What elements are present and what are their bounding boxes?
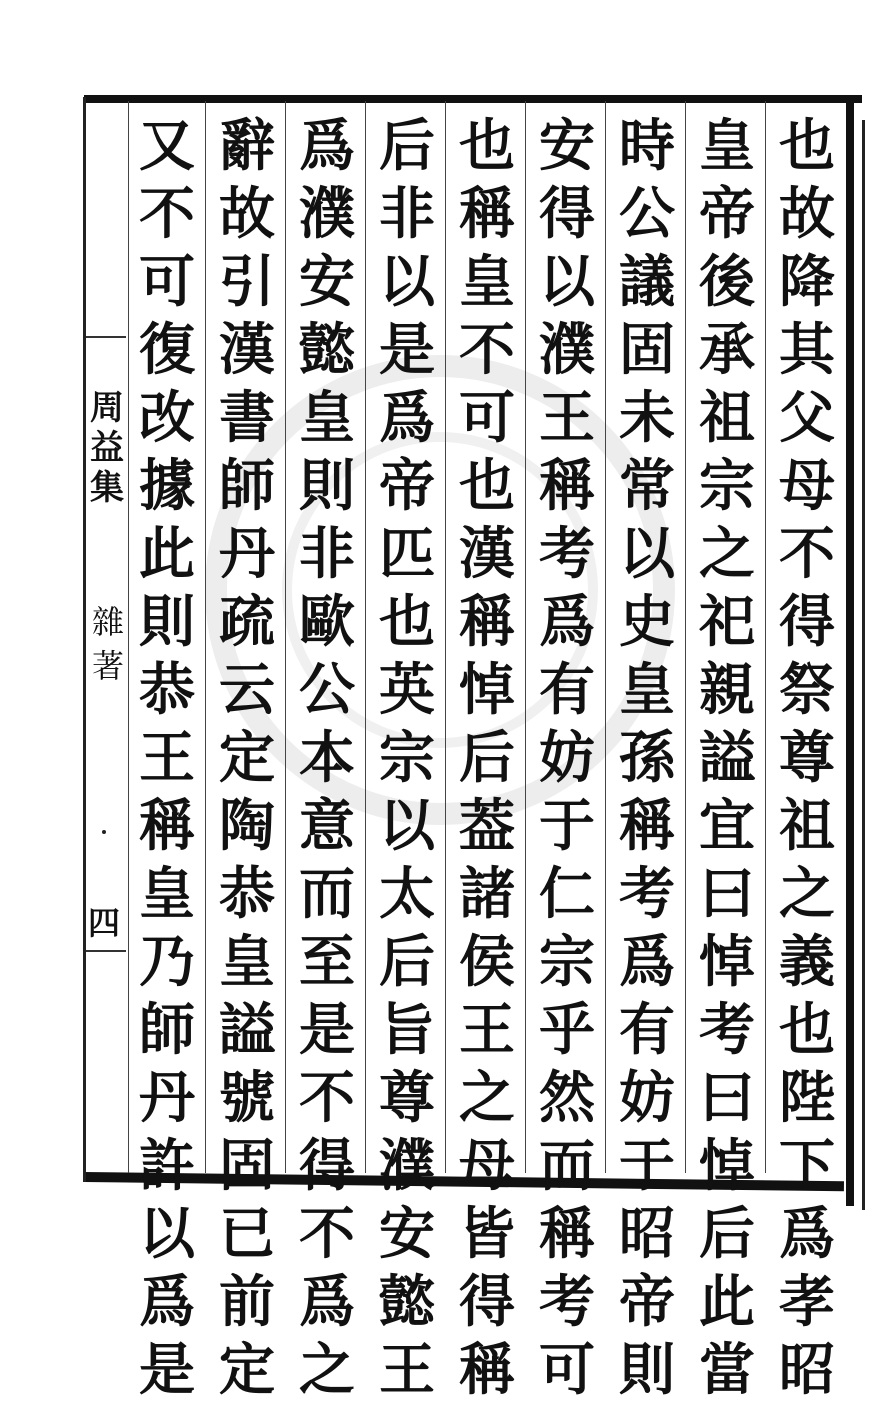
text-glyph: 以 bbox=[379, 249, 435, 315]
text-glyph: 也 bbox=[779, 113, 835, 179]
text-glyph: 得 bbox=[459, 1269, 515, 1335]
text-glyph: 祖 bbox=[699, 385, 755, 451]
text-glyph: 可 bbox=[139, 249, 195, 315]
text-glyph: 孫 bbox=[619, 725, 675, 791]
text-glyph: 爲 bbox=[619, 929, 675, 995]
text-glyph: 稱 bbox=[619, 793, 675, 859]
text-glyph: 也 bbox=[459, 453, 515, 519]
text-glyph: 固 bbox=[619, 317, 675, 383]
text-glyph: 謚 bbox=[699, 725, 755, 791]
text-glyph: 固 bbox=[219, 1133, 275, 1199]
text-glyph: 匹 bbox=[379, 521, 435, 587]
text-glyph: 爲 bbox=[779, 1201, 835, 1267]
text-glyph: 父 bbox=[779, 385, 835, 451]
text-glyph: 皆 bbox=[459, 1201, 515, 1267]
text-glyph: 宜 bbox=[699, 793, 755, 859]
text-glyph: 悼 bbox=[699, 1133, 755, 1199]
text-glyph: 而 bbox=[299, 861, 355, 927]
text-glyph: 議 bbox=[619, 249, 675, 315]
column-rule bbox=[128, 101, 129, 1173]
text-glyph: 史 bbox=[619, 589, 675, 655]
text-glyph: 皇 bbox=[459, 249, 515, 315]
text-glyph: 云 bbox=[219, 657, 275, 723]
text-glyph: 濮 bbox=[539, 317, 595, 383]
text-glyph: 其 bbox=[779, 317, 835, 383]
text-glyph: 書 bbox=[219, 385, 275, 451]
text-glyph: 稱 bbox=[539, 453, 595, 519]
text-glyph: 乎 bbox=[539, 997, 595, 1063]
text-glyph: 疏 bbox=[219, 589, 275, 655]
text-glyph: 昭 bbox=[619, 1201, 675, 1267]
text-glyph: 本 bbox=[299, 725, 355, 791]
banxin-lower-mark bbox=[86, 950, 126, 952]
banxin-section-label bbox=[88, 600, 128, 688]
text-column bbox=[770, 112, 844, 1403]
text-glyph: 定 bbox=[219, 1337, 275, 1403]
text-glyph: 故 bbox=[779, 181, 835, 247]
text-glyph: 考 bbox=[619, 861, 675, 927]
text-glyph: 以 bbox=[379, 793, 435, 859]
banxin-title bbox=[92, 388, 122, 508]
text-glyph: 爲 bbox=[539, 589, 595, 655]
text-glyph: 悼 bbox=[699, 929, 755, 995]
text-glyph: 考 bbox=[539, 1269, 595, 1335]
text-glyph: 可 bbox=[539, 1337, 595, 1403]
text-glyph: 爲 bbox=[139, 1269, 195, 1335]
text-glyph: 母 bbox=[779, 453, 835, 519]
text-glyph: 據 bbox=[139, 453, 195, 519]
text-glyph: 師 bbox=[139, 997, 195, 1063]
text-glyph: 太 bbox=[379, 861, 435, 927]
text-glyph: 不 bbox=[139, 181, 195, 247]
text-glyph: 之 bbox=[699, 521, 755, 587]
text-glyph: 也 bbox=[779, 997, 835, 1063]
text-glyph: 懿 bbox=[379, 1269, 435, 1335]
text-glyph: 漢 bbox=[219, 317, 275, 383]
text-glyph: 英 bbox=[379, 657, 435, 723]
frame-left-border bbox=[83, 97, 86, 1182]
text-glyph: 孝 bbox=[779, 1269, 835, 1335]
text-glyph: 恭 bbox=[139, 657, 195, 723]
banxin-title-char: 益 bbox=[90, 428, 124, 468]
column-rule bbox=[285, 101, 286, 1173]
text-glyph: 然 bbox=[539, 1065, 595, 1131]
text-glyph: 定 bbox=[219, 725, 275, 791]
text-glyph: 下 bbox=[779, 1133, 835, 1199]
text-glyph: 之 bbox=[779, 861, 835, 927]
banxin-title-char: 集 bbox=[90, 468, 124, 508]
text-glyph: 引 bbox=[219, 249, 275, 315]
text-glyph: 旨 bbox=[379, 997, 435, 1063]
text-glyph: 辭 bbox=[219, 113, 275, 179]
text-glyph: 仁 bbox=[539, 861, 595, 927]
text-glyph: 而 bbox=[539, 1133, 595, 1199]
text-glyph: 得 bbox=[779, 589, 835, 655]
text-glyph: 以 bbox=[539, 249, 595, 315]
text-glyph: 祖 bbox=[779, 793, 835, 859]
text-glyph: 非 bbox=[379, 181, 435, 247]
text-glyph: 親 bbox=[699, 657, 755, 723]
banxin-upper-mark bbox=[86, 336, 126, 338]
text-glyph: 以 bbox=[139, 1201, 195, 1267]
text-glyph: 妨 bbox=[619, 1065, 675, 1131]
text-glyph: 后 bbox=[379, 929, 435, 995]
text-glyph: 昭 bbox=[779, 1337, 835, 1403]
text-glyph: 之 bbox=[299, 1337, 355, 1403]
text-glyph: 也 bbox=[459, 113, 515, 179]
text-glyph: 時 bbox=[619, 113, 675, 179]
text-glyph: 承 bbox=[699, 317, 755, 383]
text-glyph: 祭 bbox=[779, 657, 835, 723]
text-glyph: 號 bbox=[219, 1065, 275, 1131]
text-glyph: 母 bbox=[459, 1133, 515, 1199]
text-column bbox=[290, 112, 364, 1403]
text-glyph: 至 bbox=[299, 929, 355, 995]
text-glyph: 后 bbox=[379, 113, 435, 179]
text-glyph: 安 bbox=[539, 113, 595, 179]
text-glyph: 祀 bbox=[699, 589, 755, 655]
text-glyph: 則 bbox=[299, 453, 355, 519]
text-glyph: 懿 bbox=[299, 317, 355, 383]
frame-right-border bbox=[846, 100, 854, 1206]
text-glyph: 歐 bbox=[299, 589, 355, 655]
column-rule bbox=[525, 101, 526, 1173]
text-glyph: 之 bbox=[459, 1065, 515, 1131]
text-glyph: 王 bbox=[459, 997, 515, 1063]
text-glyph: 許 bbox=[139, 1133, 195, 1199]
text-glyph: 皇 bbox=[139, 861, 195, 927]
column-rule bbox=[205, 101, 206, 1173]
text-glyph: 宗 bbox=[539, 929, 595, 995]
text-glyph: 稱 bbox=[539, 1201, 595, 1267]
text-glyph: 后 bbox=[699, 1201, 755, 1267]
text-glyph: 有 bbox=[539, 657, 595, 723]
text-glyph: 帝 bbox=[379, 453, 435, 519]
text-glyph: 爲 bbox=[379, 385, 435, 451]
text-glyph: 故 bbox=[219, 181, 275, 247]
text-glyph: 已 bbox=[219, 1201, 275, 1267]
banxin-dot bbox=[102, 830, 106, 834]
text-glyph: 尊 bbox=[779, 725, 835, 791]
text-glyph: 改 bbox=[139, 385, 195, 451]
text-glyph: 皇 bbox=[699, 113, 755, 179]
text-glyph: 公 bbox=[619, 181, 675, 247]
text-glyph: 于 bbox=[539, 793, 595, 859]
text-column bbox=[530, 112, 604, 1403]
text-column bbox=[450, 112, 524, 1403]
text-glyph: 是 bbox=[139, 1337, 195, 1403]
text-glyph: 有 bbox=[619, 997, 675, 1063]
text-glyph: 葢 bbox=[459, 793, 515, 859]
text-glyph: 于 bbox=[619, 1133, 675, 1199]
text-glyph: 稱 bbox=[459, 589, 515, 655]
text-glyph: 乃 bbox=[139, 929, 195, 995]
text-glyph: 不 bbox=[459, 317, 515, 383]
frame-right-inner-border bbox=[862, 120, 865, 1210]
text-glyph: 曰 bbox=[699, 861, 755, 927]
text-glyph: 宗 bbox=[699, 453, 755, 519]
text-column bbox=[210, 112, 284, 1403]
column-rule bbox=[605, 101, 606, 1173]
text-glyph: 當 bbox=[699, 1337, 755, 1403]
text-glyph: 此 bbox=[699, 1269, 755, 1335]
text-glyph: 曰 bbox=[699, 1065, 755, 1131]
text-glyph: 王 bbox=[539, 385, 595, 451]
text-glyph: 丹 bbox=[139, 1065, 195, 1131]
text-glyph: 考 bbox=[539, 521, 595, 587]
banxin-section-char: 著 bbox=[91, 647, 124, 685]
text-glyph: 帝 bbox=[619, 1269, 675, 1335]
text-glyph: 稱 bbox=[459, 181, 515, 247]
text-glyph: 是 bbox=[379, 317, 435, 383]
text-glyph: 稱 bbox=[139, 793, 195, 859]
text-glyph: 後 bbox=[699, 249, 755, 315]
text-glyph: 意 bbox=[299, 793, 355, 859]
text-glyph: 皇 bbox=[619, 657, 675, 723]
text-glyph: 爲 bbox=[299, 113, 355, 179]
column-rule bbox=[445, 101, 446, 1173]
page-number: 四 bbox=[87, 904, 120, 942]
text-glyph: 王 bbox=[379, 1337, 435, 1403]
text-glyph: 尊 bbox=[379, 1065, 435, 1131]
text-glyph: 不 bbox=[299, 1201, 355, 1267]
text-glyph: 稱 bbox=[459, 1337, 515, 1403]
text-glyph: 是 bbox=[299, 997, 355, 1063]
text-glyph: 公 bbox=[299, 657, 355, 723]
text-glyph: 帝 bbox=[699, 181, 755, 247]
text-glyph: 謚 bbox=[219, 997, 275, 1063]
text-glyph: 濮 bbox=[299, 181, 355, 247]
text-glyph: 則 bbox=[619, 1337, 675, 1403]
text-glyph: 爲 bbox=[299, 1269, 355, 1335]
text-glyph: 考 bbox=[699, 997, 755, 1063]
text-glyph: 義 bbox=[779, 929, 835, 995]
text-glyph: 非 bbox=[299, 521, 355, 587]
text-glyph: 陛 bbox=[779, 1065, 835, 1131]
text-glyph: 皇 bbox=[219, 929, 275, 995]
text-glyph: 則 bbox=[139, 589, 195, 655]
text-glyph: 漢 bbox=[459, 521, 515, 587]
text-glyph: 又 bbox=[139, 113, 195, 179]
text-column bbox=[370, 112, 444, 1403]
text-glyph: 安 bbox=[299, 249, 355, 315]
text-glyph: 不 bbox=[779, 521, 835, 587]
text-glyph: 后 bbox=[459, 725, 515, 791]
text-glyph: 丹 bbox=[219, 521, 275, 587]
text-glyph: 悼 bbox=[459, 657, 515, 723]
text-glyph: 皇 bbox=[299, 385, 355, 451]
text-glyph: 王 bbox=[139, 725, 195, 791]
text-column bbox=[610, 112, 684, 1403]
text-glyph: 此 bbox=[139, 521, 195, 587]
text-glyph: 諸 bbox=[459, 861, 515, 927]
text-glyph: 也 bbox=[379, 589, 435, 655]
banxin-section-char: 雜 bbox=[91, 603, 124, 641]
text-glyph: 以 bbox=[619, 521, 675, 587]
text-glyph: 前 bbox=[219, 1269, 275, 1335]
text-glyph: 得 bbox=[539, 181, 595, 247]
text-glyph: 復 bbox=[139, 317, 195, 383]
column-rule bbox=[365, 101, 366, 1173]
text-glyph: 濮 bbox=[379, 1133, 435, 1199]
text-glyph: 得 bbox=[299, 1133, 355, 1199]
text-glyph: 不 bbox=[299, 1065, 355, 1131]
column-rule bbox=[685, 101, 686, 1173]
text-glyph: 侯 bbox=[459, 929, 515, 995]
text-column bbox=[130, 112, 204, 1403]
text-glyph: 恭 bbox=[219, 861, 275, 927]
text-glyph: 可 bbox=[459, 385, 515, 451]
text-glyph: 妨 bbox=[539, 725, 595, 791]
text-glyph: 師 bbox=[219, 453, 275, 519]
banxin-title-char: 周 bbox=[90, 388, 124, 428]
text-glyph: 陶 bbox=[219, 793, 275, 859]
column-rule bbox=[765, 101, 766, 1173]
text-glyph: 宗 bbox=[379, 725, 435, 791]
text-glyph: 降 bbox=[779, 249, 835, 315]
text-column bbox=[690, 112, 764, 1403]
text-glyph: 未 bbox=[619, 385, 675, 451]
text-glyph: 常 bbox=[619, 453, 675, 519]
text-glyph: 安 bbox=[379, 1201, 435, 1267]
frame-top-border bbox=[84, 95, 862, 103]
